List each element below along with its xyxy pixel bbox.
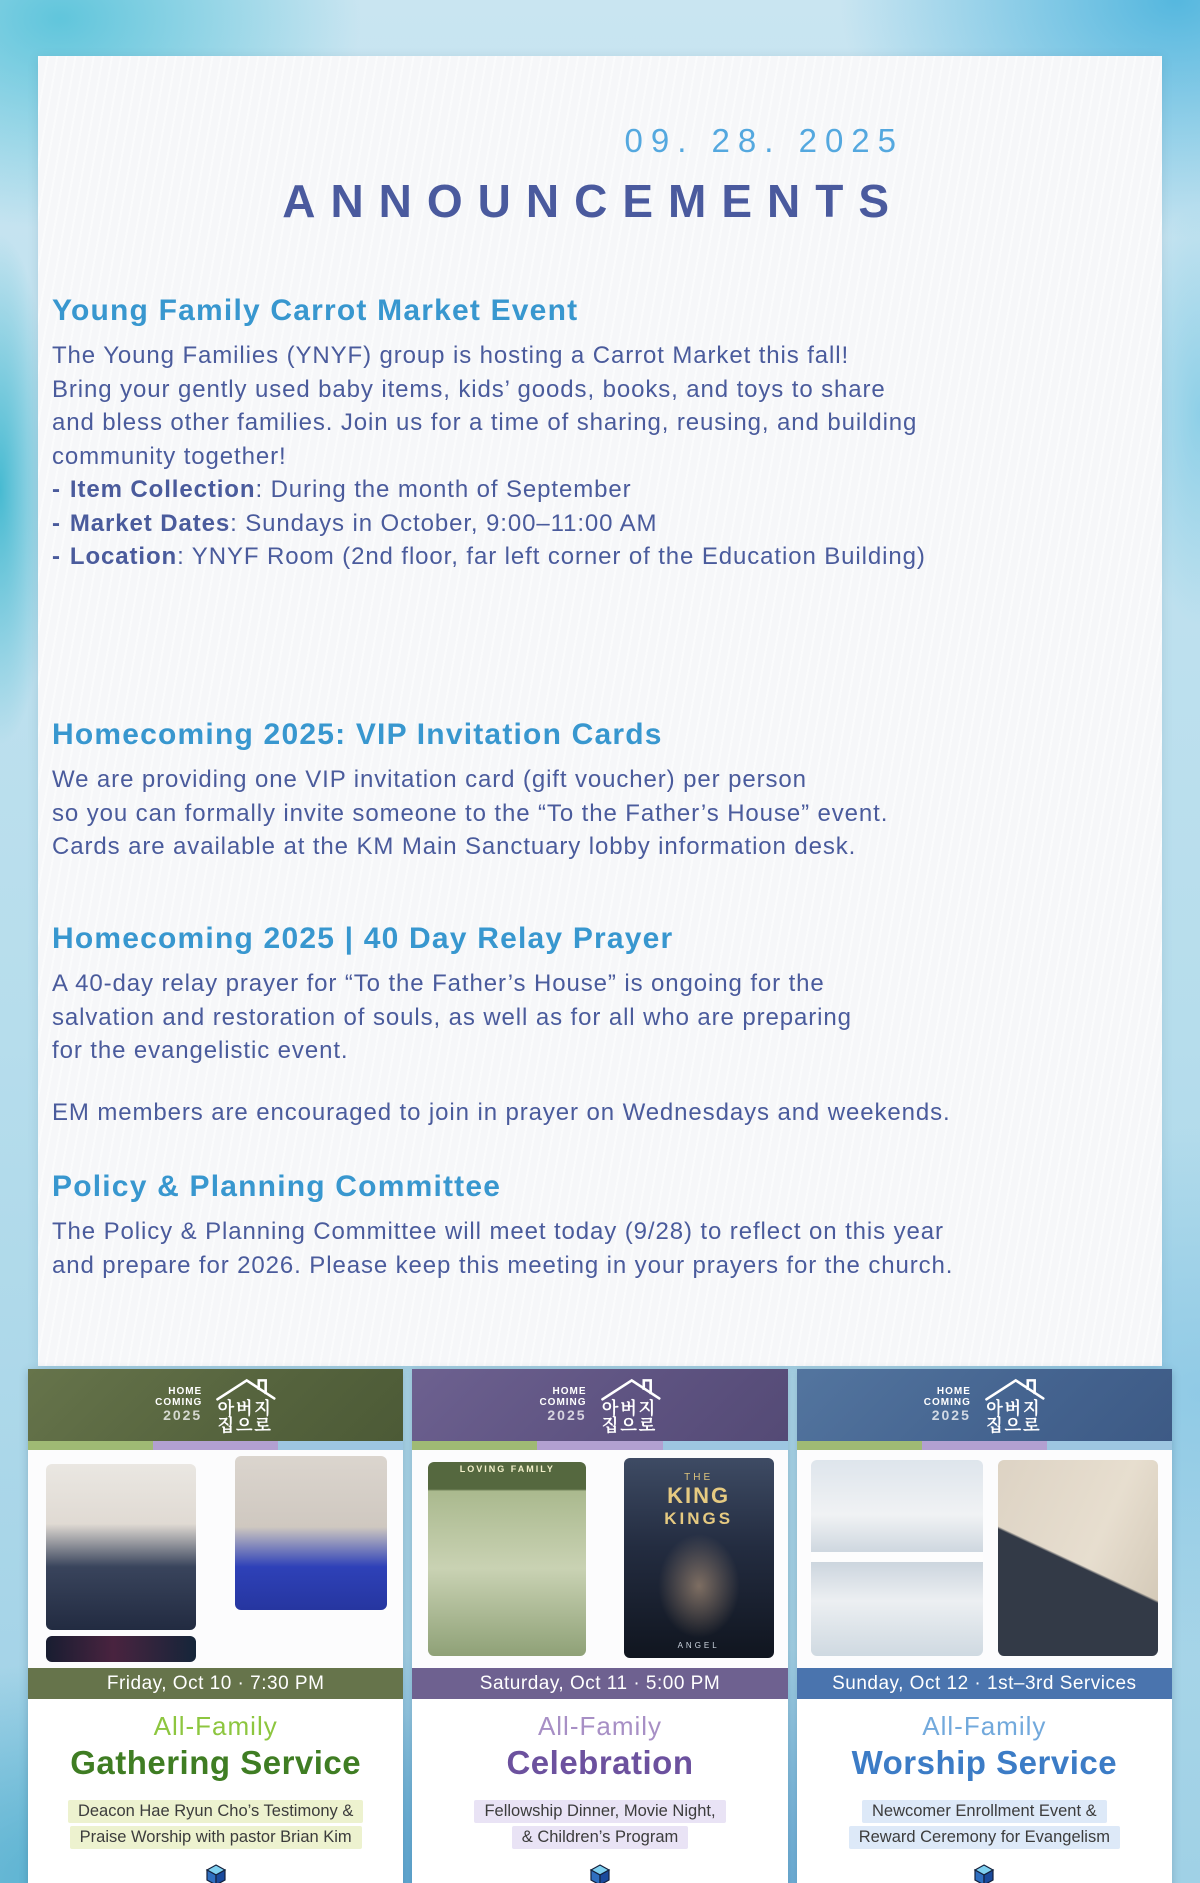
body-line: Cards are available at the KM Main Sanctuary lobby information desk. [52, 833, 857, 860]
event-photos [28, 1450, 403, 1668]
event-family-label: All-Family [537, 1711, 663, 1741]
section-policy-committee [52, 1170, 1152, 1282]
homecoming-logo-header [28, 1369, 403, 1441]
bullet-market-dates: - Market Dates: Sundays in October, 9:00–11:00 AM [52, 509, 658, 537]
page-title: ANNOUNCEMENTS [282, 175, 904, 227]
paper-panel [38, 56, 1162, 1366]
event-description: Deacon Hae Ryun Cho’s Testimony & Praise Worship with pastor Brian Kim [68, 1800, 363, 1849]
event-title: Worship Service [851, 1744, 1118, 1781]
homecoming-logo-text: HOME COMING 2025 [923, 1386, 971, 1424]
event-description: Fellowship Dinner, Movie Night, & Children’s Program [474, 1800, 725, 1849]
section-heading: Homecoming 2025: VIP Invitation Cards [52, 718, 663, 751]
body-line: The Policy & Planning Committee will meet today (9/28) to reflect on this year [52, 1218, 944, 1245]
body-line: salvation and restoration of souls, as well as for all who are preparing [52, 1003, 852, 1031]
event-card-gathering-service [28, 1369, 403, 1883]
photo-speaker [998, 1460, 1158, 1656]
body-line: Bring your gently used baby items, kids’ goods, books, and toys to share [52, 375, 886, 403]
event-description: Newcomer Enrollment Event & Reward Ceremony for Evangelism [849, 1800, 1120, 1849]
body-line: We are providing one VIP invitation card (gift voucher) per person [52, 766, 807, 793]
event-card-celebration [412, 1369, 787, 1883]
korean-logo: 아버지 집으로 [214, 1376, 276, 1434]
homecoming-logo-text: HOME COMING 2025 [539, 1386, 587, 1424]
event-card-worship-service [797, 1369, 1172, 1883]
tricolor-strip [412, 1441, 787, 1450]
body-line: A 40-day relay prayer for “To the Father’s House” is ongoing for the [52, 970, 825, 997]
church-cube-icon [204, 1863, 228, 1883]
church-cube-icon [972, 1863, 996, 1883]
bullet-location: - Location: YNYF Room (2nd floor, far left corner of the Education Building) [52, 543, 926, 570]
movie-poster: THE KING KINGS ANGEL [624, 1458, 774, 1658]
event-date-band: Friday, Oct 10 · 7:30 PM [28, 1668, 403, 1699]
korean-logo: 아버지 집으로 [599, 1376, 661, 1434]
body-line: and bless other families. Join us for a time of sharing, reusing, and building [52, 409, 918, 436]
section-relay-prayer [52, 922, 1152, 1129]
bullet-item-collection: - Item Collection: During the month of September [52, 476, 632, 503]
homecoming-logo-text: HOME COMING 2025 [155, 1386, 203, 1424]
section-heading: Policy & Planning Committee [52, 1170, 502, 1203]
homecoming-logo-header [412, 1369, 787, 1441]
photo-banner-text: LOVING FAMILY [459, 1464, 555, 1474]
event-card-body [28, 1699, 403, 1883]
event-family-label: All-Family [922, 1711, 1047, 1741]
section-heading: Homecoming 2025 | 40 Day Relay Prayer [52, 922, 674, 955]
page-header [282, 122, 904, 228]
event-family-label: All-Family [153, 1711, 278, 1741]
event-title: Celebration [506, 1744, 694, 1781]
announcement-date: 09. 28. 2025 [624, 122, 904, 159]
body-line: so you can formally invite someone to the “To the Father’s House” event. [52, 799, 889, 827]
homecoming-logo-header [797, 1369, 1172, 1441]
photo-family [428, 1462, 586, 1656]
section-carrot-market [52, 294, 1152, 574]
event-photos [412, 1450, 787, 1668]
photo-concert [46, 1636, 196, 1662]
section-vip-invitation [52, 718, 1152, 864]
church-cube-icon [588, 1863, 612, 1883]
event-card-body [797, 1699, 1172, 1883]
section-heading: Young Family Carrot Market Event [52, 294, 579, 327]
event-card-body [412, 1699, 787, 1883]
photo-choir [811, 1460, 983, 1656]
body-line: and prepare for 2026. Please keep this meeting in your prayers for the church. [52, 1251, 954, 1279]
tricolor-strip [797, 1441, 1172, 1450]
event-photos [797, 1450, 1172, 1668]
event-date-band: Sunday, Oct 12 · 1st–3rd Services [797, 1668, 1172, 1699]
tricolor-strip [28, 1441, 403, 1450]
event-title: Gathering Service [70, 1744, 362, 1781]
korean-logo: 아버지 집으로 [983, 1376, 1045, 1434]
body-line: community together! [52, 442, 287, 470]
event-date-band: Saturday, Oct 11 · 5:00 PM [412, 1668, 787, 1699]
body-line: EM members are encouraged to join in prayer on Wednesdays and weekends. [52, 1098, 951, 1126]
event-cards-row [28, 1369, 1172, 1858]
photo-deacon [235, 1456, 387, 1610]
photo-pastor [46, 1464, 196, 1630]
body-line: The Young Families (YNYF) group is hosting a Carrot Market this fall! [52, 342, 850, 369]
body-line: for the evangelistic event. [52, 1037, 349, 1064]
